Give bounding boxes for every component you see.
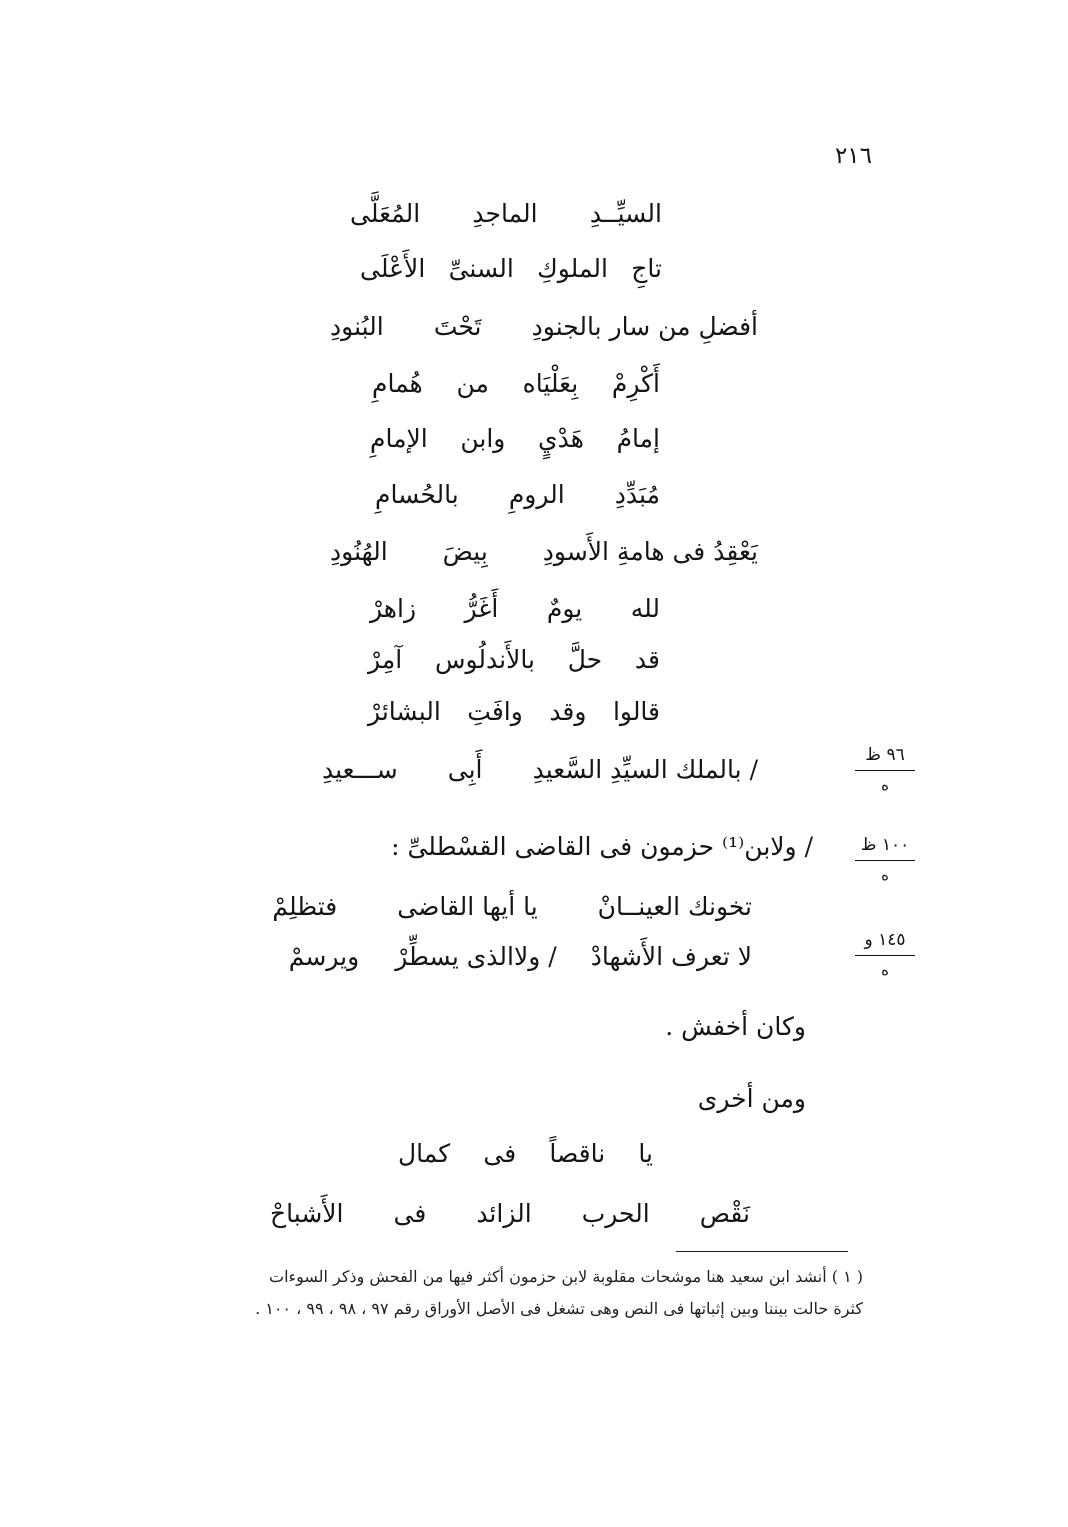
verse-word: الإمامِ — [370, 424, 428, 453]
verse-word: السنىِّ — [448, 254, 514, 283]
poem-one-line-6 — [375, 478, 660, 512]
folio-mark: ه — [881, 776, 889, 794]
folio-number: ٩٦ ظ — [855, 745, 915, 771]
verse-phrase: يا أيها القاضى — [397, 892, 538, 921]
verse-word: حلَّ — [567, 645, 603, 674]
verse-word: الزائد — [476, 1199, 532, 1228]
verse-word: بِيضَ — [442, 537, 488, 566]
verse-word: فتظلِمْ — [272, 892, 338, 921]
verse-word: من — [456, 369, 489, 398]
poem-one-line-11 — [322, 753, 758, 787]
poem-three-line-1 — [398, 1137, 653, 1171]
verse-word: الهُنُودِ — [330, 537, 388, 566]
verse-word: وافَتِ — [467, 697, 523, 726]
verse-word: المُعَلَّى — [350, 199, 421, 228]
verse-word: هُمامِ — [372, 369, 423, 398]
poem-one-line-3 — [330, 310, 758, 344]
footnote-divider — [676, 1251, 848, 1252]
verse-word: أَغَرُّ — [464, 594, 499, 623]
verse-word: فى — [483, 1139, 517, 1168]
verse-word: أَبِى — [447, 755, 483, 784]
verse-word: الرومِ — [508, 480, 565, 509]
verse-word: الملوكِ — [537, 254, 608, 283]
verse-phrase: تخونك العينــانْ — [597, 892, 752, 921]
margin-folio-note — [855, 930, 915, 980]
verse-word: هَدْيٍ — [538, 424, 584, 453]
verse-word: تَحْتَ — [433, 312, 482, 341]
poem-one-line-7 — [330, 535, 758, 569]
footnote-line-2: كثرة حالت بيننا وبين إثباتها فى النص وهى تشغل فى الأصل الأوراق رقم ٩٧ ، ٩٨ ، ٩٩ ، ١٠٠ . — [255, 1299, 863, 1318]
verse-word: آمِرْ — [368, 645, 403, 674]
verse-word: ســـعيدِ — [322, 755, 398, 784]
poem-one-line-8 — [370, 592, 660, 626]
folio-mark: ه — [881, 866, 889, 884]
poem-one-line-9 — [368, 643, 660, 677]
verse-word: مُبَدِّدِ — [614, 480, 660, 509]
verse-word: بالحُسامِ — [375, 480, 459, 509]
closing-line: وكان أخفش . — [665, 1012, 806, 1041]
verse-word: بِعَلْيَاه — [522, 369, 579, 398]
verse-word: الماجدِ — [472, 199, 538, 228]
margin-folio-note — [855, 835, 915, 885]
folio-number: ١٤٥ و — [855, 930, 915, 956]
poem-one-line-2 — [360, 252, 662, 286]
footnote-line-1: ( ١ ) أنشد ابن سعيد هنا موشحات مقلوبة لابن حزمون أكثر فيها من الفحش وذكر السوءات — [269, 1267, 863, 1286]
poem-one-line-10 — [368, 695, 660, 729]
poem-one-line-1 — [350, 197, 662, 231]
verse-word: إمامُ — [616, 424, 660, 453]
poem-three-line-2 — [270, 1197, 750, 1231]
verse-word: تاجِ — [631, 254, 662, 283]
verses-two-line-2 — [262, 940, 752, 974]
verse-phrase: / بالملك السيِّدِ السَّعيدِ — [532, 755, 758, 784]
intro-line: / ولابن⁽¹⁾ حزمون فى القاضى القسْطلىِّ : — [391, 832, 813, 861]
verse-word: نَقْص — [699, 1199, 750, 1228]
verse-word: الحرب — [581, 1199, 650, 1228]
verse-word: أَكْرِمْ — [611, 369, 660, 398]
verse-word: البشائرْ — [368, 697, 441, 726]
verse-word: الأَشباحْ — [270, 1199, 344, 1228]
folio-number: ١٠٠ ظ — [855, 835, 915, 861]
verse-word: لله — [630, 594, 660, 623]
verse-word: وابن — [460, 424, 506, 453]
verse-word: زاهرْ — [370, 594, 417, 623]
poem-one-line-5 — [370, 422, 660, 456]
verse-phrase: / ولاالذى يسطِّرْ — [395, 942, 557, 971]
verse-word: الأَعْلَى — [360, 254, 426, 283]
margin-folio-note — [855, 745, 915, 795]
verse-word: قالوا — [612, 697, 660, 726]
verse-word: ناقصاً — [549, 1139, 606, 1168]
section-heading: ومن أخرى — [697, 1084, 806, 1113]
poem-one-line-4 — [372, 367, 660, 401]
verse-word: بالأَندلُوس — [434, 645, 535, 674]
verse-word: يومٌ — [546, 594, 583, 623]
verses-two-line-1 — [262, 890, 752, 924]
verse-word: قد — [634, 645, 660, 674]
verse-word: يا — [638, 1139, 653, 1168]
verse-phrase: أفضلِ من سار بالجنودِ — [531, 312, 758, 341]
verse-word: كمال — [398, 1139, 451, 1168]
verse-phrase: لا تعرف الأَشهادْ — [590, 942, 752, 971]
page-number: ٢١٦ — [834, 143, 872, 169]
verse-word: وقد — [549, 697, 587, 726]
verse-word: البُنودِ — [330, 312, 384, 341]
verse-word: فى — [393, 1199, 427, 1228]
verse-word: السيِّــدِ — [589, 199, 662, 228]
verse-word: ويرسمْ — [288, 942, 360, 971]
verse-phrase: يَعْقِدُ فى هامةِ الأَسودِ — [542, 537, 758, 566]
folio-mark: ه — [881, 961, 889, 979]
